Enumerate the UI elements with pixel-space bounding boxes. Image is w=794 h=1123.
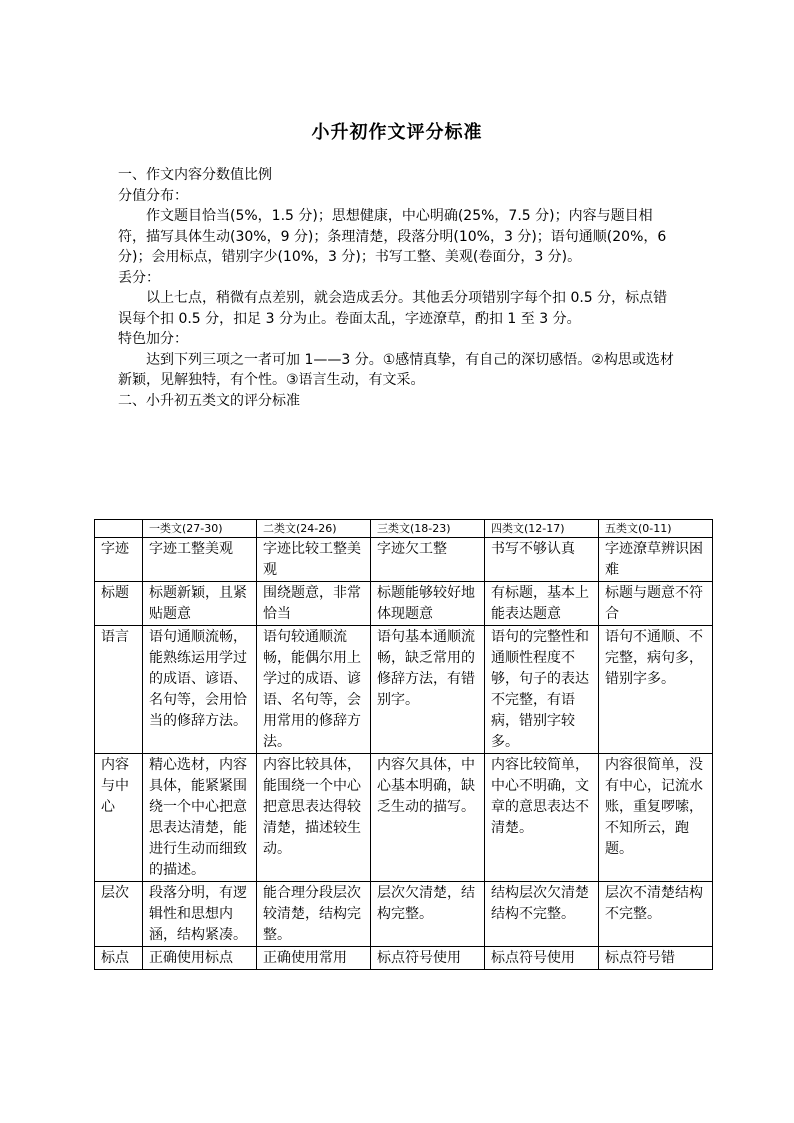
table-cell: 字迹欠工整	[371, 538, 485, 582]
header-cell	[95, 520, 143, 538]
table-row	[95, 754, 713, 882]
table-cell: 层次欠清楚，结构完整。	[371, 882, 485, 947]
table-cell: 标点符号使用	[485, 947, 599, 970]
distribution-label: 分值分布：	[118, 187, 188, 204]
table-cell: 内容比较具体，能围绕一个中心把意思表达得较清楚，描述较生动。	[257, 754, 371, 882]
row-label: 层次	[95, 882, 143, 947]
table-row	[95, 626, 713, 754]
document-title: 小升初作文评分标准	[311, 122, 483, 143]
table-cell: 层次不清楚结构不完整。	[599, 882, 713, 947]
header-cell: 四类文(12-17)	[485, 520, 599, 538]
table-header-row	[95, 520, 713, 538]
table-cell: 书写不够认真	[485, 538, 599, 582]
header-cell: 一类文(27-30)	[143, 520, 257, 538]
table-cell: 能合理分段层次较清楚，结构完整。	[257, 882, 371, 947]
section1-heading: 一、作文内容分数值比例	[118, 167, 272, 183]
table-cell: 内容很简单，没有中心，记流水账，重复啰嗦，不知所云，跑题。	[599, 754, 713, 882]
header-cell: 三类文(18-23)	[371, 520, 485, 538]
table-cell: 字迹潦草辨识困难	[599, 538, 713, 582]
table-cell: 标题能够较好地体现题意	[371, 582, 485, 626]
header-cell: 二类文(24-26)	[257, 520, 371, 538]
row-label: 标点	[95, 947, 143, 970]
table-row	[95, 538, 713, 582]
table-cell: 精心选材，内容具体，能紧紧围绕一个中心把意思表达清楚，能进行生动而细致的描述。	[143, 754, 257, 882]
deduction-text: 以上七点，稍微有点差别，就会造成丢分。其他丢分项错别字每个扣 0.5 分，标点错误每个扣 0.5 分，扣足 3 分为止。卷面太乱，字迹潦草，酌扣 1 至 3 分。	[118, 290, 668, 327]
table-cell: 语句较通顺流畅，能偶尔用上学过的成语、谚语、名句等，会用常用的修辞方法。	[257, 626, 371, 754]
table-cell: 结构层次欠清楚结构不完整。	[485, 882, 599, 947]
row-label: 内容与中心	[95, 754, 143, 882]
table-row	[95, 882, 713, 947]
table-cell: 标点符号错	[599, 947, 713, 970]
table-cell: 段落分明，有逻辑性和思想内涵，结构紧凑。	[143, 882, 257, 947]
section2-heading: 二、小升初五类文的评分标准	[118, 392, 300, 409]
table-cell: 标题新颖，且紧贴题意	[143, 582, 257, 626]
table-cell: 有标题，基本上能表达题意	[485, 582, 599, 626]
header-cell: 五类文(0-11)	[599, 520, 713, 538]
table-row	[95, 582, 713, 626]
table-cell: 内容欠具体，中心基本明确，缺乏生动的描写。	[371, 754, 485, 882]
table-cell: 语句的完整性和通顺性程度不够，句子的表达不完整，有语病，错别字较多。	[485, 626, 599, 754]
table-cell: 标点符号使用	[371, 947, 485, 970]
distribution-text: 作文题目恰当(5%，1.5 分)；思想健康，中心明确(25%，7.5 分)；内容与题目相符，描写具体生动(30%，9 分)；条理清楚，段落分明(10%，3 分)；语句通顺(20%，6 分)；会用标点，错别字少(10%，3 分)；书写工整、美观(卷面分，3 分)。	[118, 208, 667, 265]
row-label: 标题	[95, 582, 143, 626]
table-cell: 字迹工整美观	[143, 538, 257, 582]
bonus-label: 特色加分：	[118, 331, 188, 347]
table-cell: 内容比较简单，中心不明确，文章的意思表达不清楚。	[485, 754, 599, 882]
table-cell: 语句基本通顺流畅，缺乏常用的修辞方法，有错别字。	[371, 626, 485, 754]
table-row	[95, 947, 713, 970]
table-cell: 正确使用标点	[143, 947, 257, 970]
table-cell: 标题与题意不符合	[599, 582, 713, 626]
row-label: 字迹	[95, 538, 143, 582]
row-label: 语言	[95, 626, 143, 754]
table-cell: 字迹比较工整美观	[257, 538, 371, 582]
table-cell: 语句不通顺、不完整，病句多，错别字多。	[599, 626, 713, 754]
table-cell: 围绕题意，非常恰当	[257, 582, 371, 626]
bonus-text: 达到下列三项之一者可加 1——3 分。①感情真挚，有自己的深切感悟。②构思或选材新颖，见解独特，有个性。③语言生动，有文采。	[118, 351, 674, 388]
deduction-label: 丢分：	[118, 269, 160, 286]
grading-table	[94, 519, 713, 970]
table-cell: 正确使用常用	[257, 947, 371, 970]
table-cell: 语句通顺流畅，能熟练运用学过的成语、谚语、名句等，会用恰当的修辞方法。	[143, 626, 257, 754]
document-body	[118, 165, 674, 411]
